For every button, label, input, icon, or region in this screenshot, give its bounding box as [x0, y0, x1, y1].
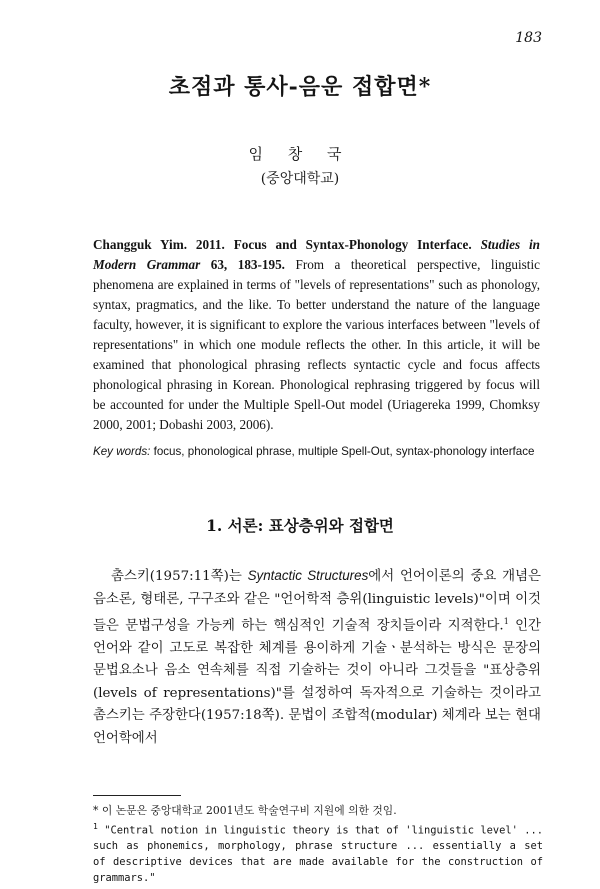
keywords-line [93, 443, 563, 461]
keywords-list: focus, phonological phrase, multiple Spell-Out, syntax-phonology interface [153, 445, 535, 458]
author-name: 임 창 국 [248, 145, 352, 163]
footnotes [93, 803, 543, 886]
page-number: 183 [515, 30, 542, 46]
keywords-label: Key words: [93, 445, 151, 458]
footnote-text: "Central notion in linguistic theory is that of 'linguistic level' ... such as phonemics, morphology, phrase structure ... essentially a set of descriptive devices that are made available for the construction of grammars." [93, 824, 543, 885]
abstract [93, 235, 540, 435]
footnote-mark: 1 [93, 822, 98, 831]
footnote-funding [93, 803, 543, 819]
author-affiliation: (중앙대학교) [260, 171, 340, 187]
paragraph-body: 에서 언어이론의 중요 개념은 음소론, 형태론, 구구조와 같은 "언어학적 층위(linguistic levels)"이며 이것들은 문법구성을 가능케 하는 핵심적인 기술적 장치들이라 지적한다. [93, 569, 541, 634]
footnote-text: 이 논문은 중앙대학교 2001년도 학술연구비 지원에 의한 것임. [101, 804, 397, 817]
journal-volume-pages: 63, 183-195. [210, 257, 285, 272]
abstract-citation: Changguk Yim. 2011. Focus and Syntax-Phonology Interface. [93, 237, 472, 252]
paper-title: 초점과 통사-음운 접합면* [168, 74, 432, 100]
paragraph-start: 촘스키(1957:11쪽)는 [111, 569, 242, 584]
footnote-divider [93, 795, 181, 796]
section-heading: 1. 서론: 표상층위와 접합면 [206, 516, 394, 535]
footnote-mark: * [93, 804, 99, 817]
footnote-reference: 1 [503, 617, 509, 626]
footnote-quote [93, 819, 543, 886]
paragraph-book-title: Syntactic Structures [247, 568, 369, 583]
paragraph-end: 인간 언어와 같이 고도로 복잡한 체계를 용이하게 기술ㆍ분석하는 방식은 문장의 문법요소나 음소 연속체를 직접 기술하는 것이 아니라 그것들을 "표상층위(levels of representations)"를 설정하여 독자적으로 기술하는 것이라고 촘스키는 주장한다(1957:18쪽). 문법이 조합적(modular) 체계라 보는 현대 언어학에서 [93, 618, 541, 746]
section-paragraph [93, 565, 541, 750]
abstract-text: From a theoretical perspective, linguistic phenomena are explained in terms of "levels of representations" such as phonology, syntax, pragmatics, and the like. To better understand the nature of the language faculty, however, it is significant to explore the various interfaces between "levels of representations" in which one module reflects the other. In this article, it will be examined that phonological phrasing reflects syntactic cycle and focus affects phonological phrasing in Korean. Phonological rephrasing triggered by focus will be accounted for under the Multiple Spell-Out model (Uriagereka 1999, Chomksy 2000, 2001; Dobashi 2003, 2006). [93, 257, 540, 432]
journal-name: Studies in Modern Grammar [93, 237, 541, 272]
